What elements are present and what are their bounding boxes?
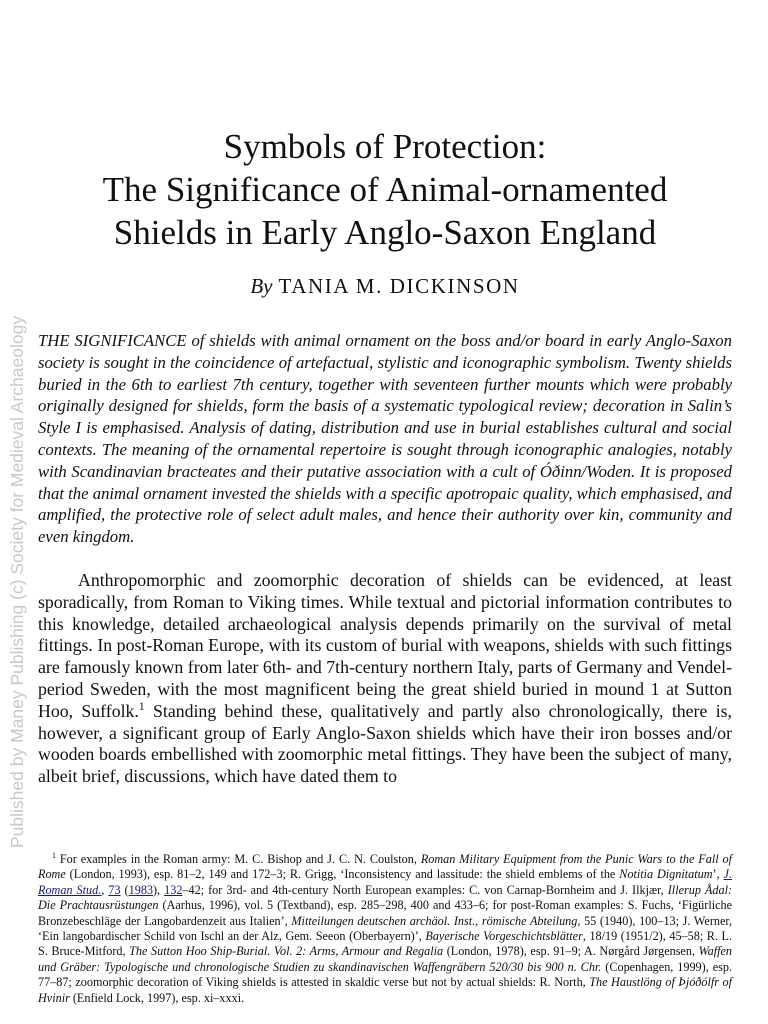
title-line-3: Shields in Early Anglo-Saxon England <box>113 213 657 252</box>
footnote-text: For examples in the Roman army: M. C. Bishop and J. C. N. Coulston, <box>55 852 421 866</box>
footnote-text: , <box>101 882 109 897</box>
footnote-title: Notitia Dignitatum <box>619 867 713 882</box>
author-byline <box>40 271 730 301</box>
footnote-text: , 55 (1940), 100–13; J. Werner, ‘Ein langobardischer Schild von Ischl an der Alz, Gem. Seeon (Oberbayern)’, <box>38 913 733 944</box>
title-line-1: Symbols of Protection: <box>223 127 547 166</box>
footnote-text: ( <box>120 882 129 897</box>
footnote-title: Bayerische Vorgeschichtsblätter <box>425 929 583 944</box>
byline-by: By <box>250 274 273 298</box>
pages-link[interactable]: 132 <box>164 882 183 897</box>
footnote-title: The Sutton Hoo Ship-Burial. Vol. 2: Arms, Armour and Regalia <box>129 944 444 959</box>
footnote-title: Mitteilungen deutschen archäol. Inst., römische Abteilung <box>291 913 578 928</box>
body-paragraph <box>38 570 732 788</box>
footnote-text: (London, 1993), esp. 81–2, 149 and 172–3; R. Grigg, ‘Inconsistency and lassitude: the shield emblems of the <box>65 867 620 882</box>
footnote-number: 1 <box>52 850 56 860</box>
volume-link[interactable]: 73 <box>108 882 121 897</box>
abstract <box>38 330 732 548</box>
footnote-title: The Haustlöng of Þjóðólfr of Hvinir <box>38 975 732 1005</box>
footnote-text: ), <box>153 882 165 897</box>
footnote-1 <box>38 852 732 1006</box>
article-title <box>40 125 730 254</box>
footnote-text: (London, 1978), esp. 91–9; A. Nørgård Jørgensen, <box>443 944 699 959</box>
footnote-text: –42; for 3rd- and 4th-century North European examples: C. von Carnap-Bornheim and J. Ilkjær, <box>182 882 668 897</box>
body-text-part-1: Anthropomorphic and zoomorphic decoration of shields can be evidenced, at least sporadically, from Roman to Viking times. While textual and pictorial information contributes to this knowledge, detailed archaeological analysis depends primarily on the survival of metal fittings. In post-Roman Europe, with its custom of burial with weapons, shields with such fittings are famously known from later 6th- and 7th-century northern Italy, parts of Germany and Vendel-period Sweden, with the most magnificent being the great shield buried in mound 1 at Sutton Hoo, Suffolk. <box>38 570 732 721</box>
footnote-text: ’, <box>712 867 724 882</box>
year-link[interactable]: 1983 <box>128 882 153 897</box>
footnote-title: Waffen und Gräber: Typologische und chronologische Studien zu skandinavischen Waffengräbern 520/30 bis 900 n. Chr. <box>38 944 732 974</box>
body-text-part-2: Standing behind these, qualitatively and partly also chronologically, there is, however, a significant group of Early Anglo-Saxon shields which have their iron bosses and/or wooden boards embellished with zoomorphic metal fittings. They have been the subject of many, albeit brief, discussions, which have dated them to <box>38 700 732 787</box>
footnote-reference[interactable]: 1 <box>138 699 145 713</box>
abstract-text: of shields with animal ornament on the boss and/or board in early Anglo-Saxon society is sought in the coincidence of artefactual, stylistic and iconographic symbolism. Twenty shields buried in the 6th to earliest 7th century, together with seventeen further mounts which were probably originally designed for shields, form the basis of a systematic typological review; decoration in Salin’s Style I is emphasised. Analysis of dating, distribution and use in burial establishes cultural and social contexts. The meaning of the ornamental repertoire is sought through iconographic analogies, notably with Scandinavian bracteates and their putative association with a cult of Óðinn/Woden. It is proposed that the animal ornament invested the shields with a specific apotropaic quality, which emphasised, and amplified, the protective role of select adult males, and hence their authority over kin, community and even kingdom. <box>38 331 732 547</box>
footnote-title: Illerup Ådal: Die Prachtausrüstungen <box>38 882 733 913</box>
footnote-text: (Copenhagen, 1999), esp. 77–87; zoomorphic decoration of Viking shields is attested in skaldic verse but not by actual shields: R. North, <box>38 959 732 990</box>
abstract-lead: THE SIGNIFICANCE <box>38 331 187 350</box>
publisher-watermark: Published by Maney Publishing (c) Society for Medieval Archaeology <box>7 315 27 848</box>
footnote-text: (Enfield Lock, 1997), esp. xi–xxxi. <box>69 990 245 1005</box>
footnote-title: Roman Military Equipment from the Punic Wars to the Fall of Rome <box>38 852 732 882</box>
journal-link[interactable]: J. Roman Stud. <box>38 867 732 897</box>
footnote-text: , 18/19 (1951/2), 45–58; R. L. S. Bruce-Mitford, <box>38 929 732 959</box>
author-name: TANIA M. DICKINSON <box>278 274 520 298</box>
footnote-text: (Aarhus, 1996), vol. 5 (Textband), esp. 285–298, 400 and 433–6; for post-Roman examples: S. Fuchs, ‘Figürliche Bronzebeschläge der Langobardenzeit aus Italien’, <box>38 898 732 928</box>
title-line-2: The Significance of Animal-ornamented <box>102 170 668 209</box>
